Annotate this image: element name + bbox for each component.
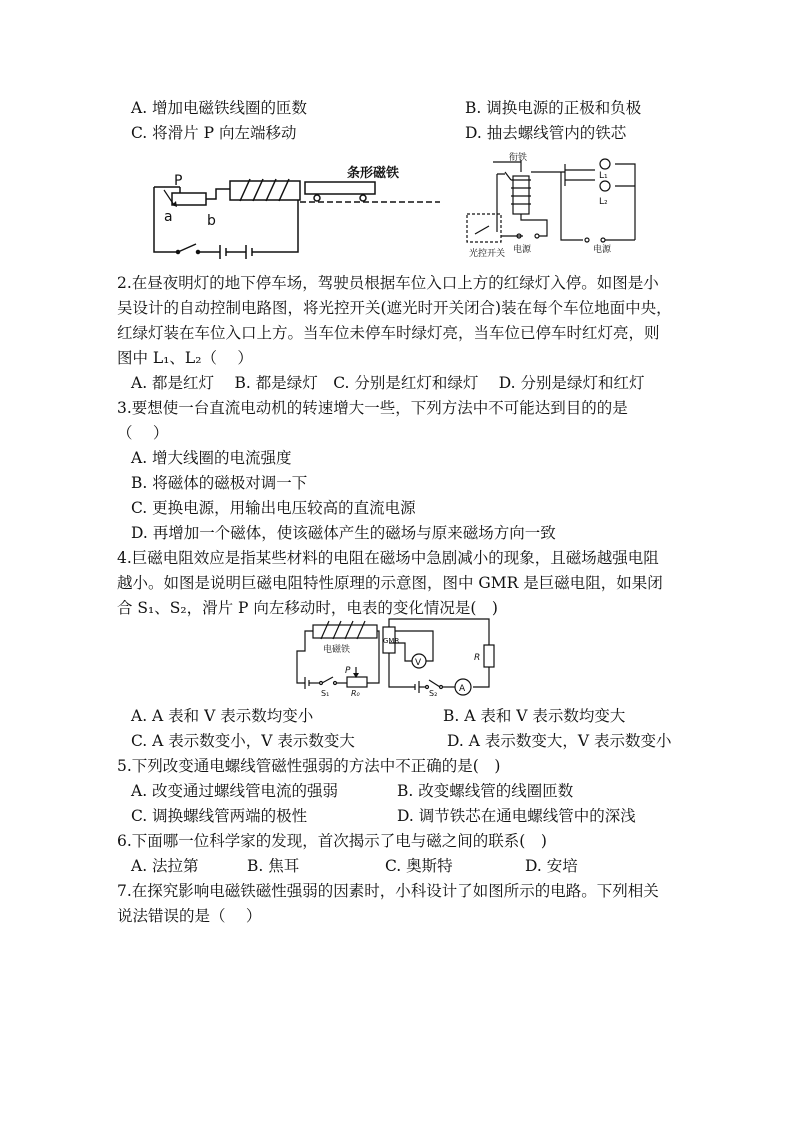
q6-stem-line-1: 6.下面哪一位科学家的发现，首次揭示了电与磁之间的联系( ): [117, 832, 547, 850]
q4-fig-label-r0: R₀: [351, 689, 360, 698]
q2-fig-label-source1: 电源: [513, 245, 532, 255]
q1-option-b: B. 调换电源的正极和负极: [465, 99, 642, 117]
q3-option-c: C. 更换电源，用输出电压较高的直流电源: [131, 499, 416, 517]
q6-option-d: D. 安培: [525, 857, 578, 875]
q3-option-b: B. 将磁体的磁极对调一下: [131, 474, 308, 492]
q4-fig-label-s1: S₁: [321, 689, 330, 698]
q3-option-d: D. 再增加一个磁体，使该磁体产生的磁场与原来磁场方向一致: [131, 524, 556, 542]
svg-text:L₁: L₁: [599, 171, 608, 181]
q2-options: A. 都是红灯 B. 都是绿灯 C. 分别是红灯和绿灯 D. 分别是绿灯和红灯: [131, 374, 645, 392]
q3-stem-line-2: （ ）: [117, 424, 169, 442]
q4-fig-label-r: R: [474, 653, 481, 663]
q4-stem-line-2: 越小。如图是说明巨磁电阻特性原理的示意图，图中 GMR 是巨磁电阻，如果闭: [117, 574, 663, 592]
q2-stem-line-2: 吴设计的自动控制电路图，将光控开关(遮光时开关闭合)装在每个车位地面中央，: [117, 299, 672, 317]
q1-option-c: C. 将滑片 P 向左端移动: [131, 124, 297, 142]
q5-option-d: D. 调节铁芯在通电螺线管中的深浅: [397, 807, 636, 825]
q5-stem-line-1: 5.下列改变通电螺线管磁性强弱的方法中不正确的是( ): [117, 757, 501, 775]
q5-option-c: C. 调换螺线管两端的极性: [131, 807, 308, 825]
q1-circuit-figure: [150, 165, 450, 260]
q1-option-d: D. 抽去螺线管内的铁芯: [465, 124, 627, 142]
q4-fig-label-gmr: GMR: [383, 637, 400, 645]
q2-fig-label-armature: 衔铁: [509, 153, 528, 163]
q5-option-b: B. 改变螺线管的线圈匝数: [397, 782, 574, 800]
q4-fig-label-p: P: [345, 666, 351, 676]
q4-stem-line-3: 合 S₁、S₂，滑片 P 向左移动时，电表的变化情况是( ): [117, 599, 498, 617]
q7-stem-line-2: 说法错误的是（ ）: [117, 907, 262, 925]
q4-fig-label-a: A: [459, 684, 466, 694]
q2-stem-line-3: 红绿灯装在车位入口上方。当车位未停车时绿灯亮，当车位已停车时红灯亮，则: [117, 324, 660, 342]
q2-stem-line-1: 2.在昼夜明灯的地下停车场，驾驶员根据车位入口上方的红绿灯入停。如图是小: [117, 274, 659, 292]
q2-fig-label-switch: 光控开关: [469, 249, 506, 259]
q2-relay-figure: [465, 152, 655, 260]
q4-option-b: B. A 表和 V 表示数均变大: [443, 707, 626, 725]
q2-fig-label-source2: 电源: [593, 245, 612, 255]
q1-fig-label-p: P: [174, 173, 183, 189]
q4-gmr-figure: [293, 617, 503, 697]
q4-option-c: C. A 表示数变小，V 表示数变大: [131, 732, 355, 750]
q1-option-a: A. 增加电磁铁线圈的匝数: [131, 99, 308, 117]
q1-fig-label-magnet: 条形磁铁: [347, 166, 400, 181]
q1-fig-label-a: a: [164, 209, 173, 225]
q4-fig-label-s2: S₂: [429, 689, 438, 698]
q3-stem-line-1: 3.要想使一台直流电动机的转速增大一些，下列方法中不可能达到目的的是: [117, 399, 628, 417]
q4-fig-label-v: V: [415, 658, 422, 668]
q6-option-c: C. 奥斯特: [385, 857, 453, 875]
svg-text:L₂: L₂: [599, 197, 608, 207]
q4-option-d: D. A 表示数变大，V 表示数变小: [447, 732, 672, 750]
q3-option-a: A. 增大线圈的电流强度: [131, 449, 292, 467]
q4-option-a: A. A 表和 V 表示数均变小: [131, 707, 314, 725]
q7-stem-line-1: 7.在探究影响电磁铁磁性强弱的因素时，小科设计了如图所示的电路。下列相关: [117, 882, 659, 900]
q4-stem-line-1: 4.巨磁电阻效应是指某些材料的电阻在磁场中急剧减小的现象，且磁场越强电阻: [117, 549, 659, 567]
q6-option-b: B. 焦耳: [247, 857, 300, 875]
q6-option-a: A. 法拉第: [131, 857, 199, 875]
q1-fig-label-b: b: [207, 213, 216, 229]
q5-option-a: A. 改变通过螺线管电流的强弱: [131, 782, 339, 800]
q4-fig-label-electromagnet: 电磁铁: [323, 645, 351, 655]
q2-stem-line-4: 图中 L₁、L₂（ ）: [117, 349, 253, 367]
